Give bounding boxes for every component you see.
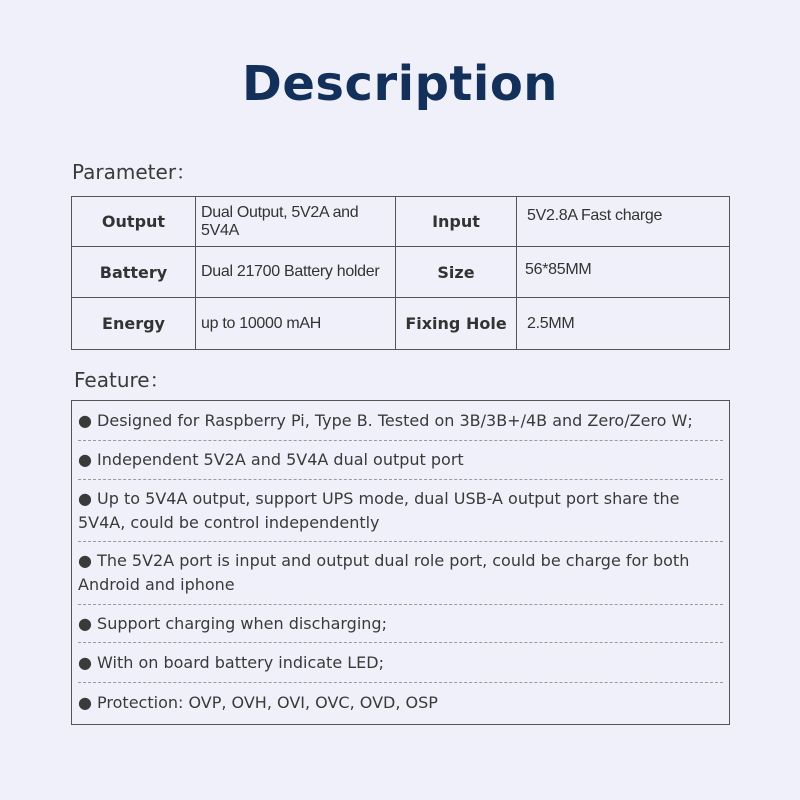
param-key: Fixing Hole [396,298,517,350]
feature-text: ● Support charging when discharging; [78,613,387,633]
table-row [72,247,730,298]
list-item [78,480,723,542]
feature-text: ● Independent 5V2A and 5V4A dual output port [78,450,464,469]
param-key: Energy [72,298,196,350]
param-value: 56*85MM [517,247,730,298]
table-row [72,197,730,247]
page-title: Description [242,56,558,112]
list-item [78,542,723,605]
table-row [72,298,730,350]
parameter-heading: Parameter： [72,160,197,184]
feature-text: ● The 5V2A port is input and output dual role port, could be charge for both Android and iphone [78,551,690,594]
param-key: Input [396,197,517,247]
feature-list [71,400,730,725]
param-value: up to 10000 mAH [196,298,396,350]
param-value: 5V2.8A Fast charge [517,197,730,247]
list-item [78,605,723,643]
list-item [78,441,723,480]
parameter-table [71,196,730,350]
feature-text: ● Protection: OVP, OVH, OVI, OVC, OVD, OSP [78,693,438,712]
feature-heading: Feature： [74,368,170,392]
feature-text: ● Designed for Raspberry Pi, Type B. Tested on 3B/3B+/4B and Zero/Zero W; [78,410,693,430]
list-item [78,683,723,723]
param-key: Battery [72,247,196,298]
param-value: Dual Output, 5V2A and 5V4A [196,197,396,247]
feature-text: ● Up to 5V4A output, support UPS mode, dual USB-A output port share the 5V4A, could be control independently [78,488,680,532]
list-item [78,401,723,441]
list-item [78,643,723,683]
param-value: Dual 21700 Battery holder [196,247,396,298]
param-value: 2.5MM [517,298,730,350]
param-key: Size [396,247,517,298]
param-key: Output [72,197,196,247]
feature-text: ● With on board battery indicate LED; [78,652,384,672]
